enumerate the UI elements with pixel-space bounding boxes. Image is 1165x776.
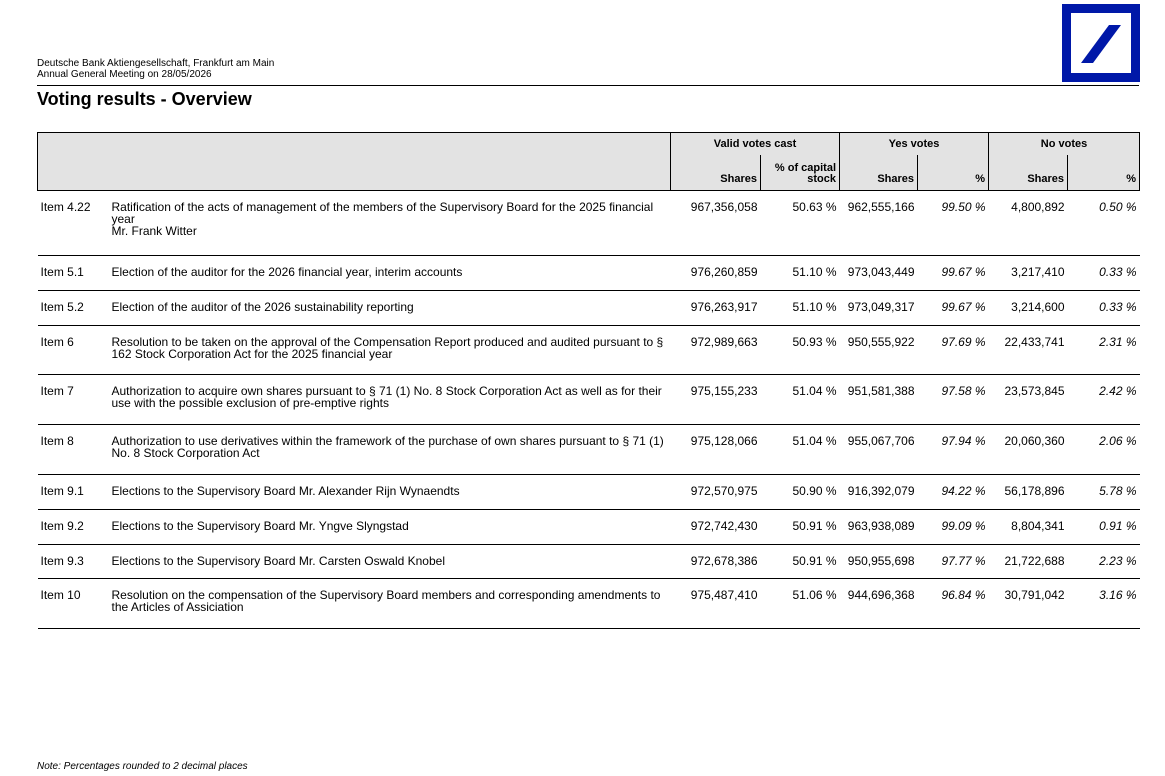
yes-pct-cell: 94.22 % <box>918 475 989 510</box>
item-cell: Item 6 <box>38 326 109 375</box>
valid-shares-cell: 976,260,859 <box>671 256 761 291</box>
valid-shares-cell: 975,128,066 <box>671 425 761 475</box>
yes-pct-cell: 97.77 % <box>918 545 989 579</box>
item-cell: Item 5.2 <box>38 291 109 326</box>
deutsche-bank-logo <box>1062 4 1140 82</box>
voting-results-table <box>37 132 1140 629</box>
col-yes-pct: % <box>918 155 989 191</box>
description-cell <box>109 475 671 510</box>
capital-pct-cell: 51.06 % <box>761 579 840 629</box>
no-pct-cell: 5.78 % <box>1068 475 1140 510</box>
company-line: Deutsche Bank Aktiengesellschaft, Frankfurt am Main <box>37 58 275 69</box>
no-shares-cell: 23,573,845 <box>989 375 1068 425</box>
col-no-shares: Shares <box>989 155 1068 191</box>
table-row <box>38 475 1140 510</box>
valid-shares-cell: 975,155,233 <box>671 375 761 425</box>
col-valid-shares: Shares <box>671 155 761 191</box>
yes-pct-cell: 96.84 % <box>918 579 989 629</box>
yes-pct-cell: 99.50 % <box>918 191 989 256</box>
yes-pct-cell: 97.58 % <box>918 375 989 425</box>
col-yes-shares: Shares <box>840 155 918 191</box>
page-title: Voting results - Overview <box>37 89 252 109</box>
footnote: Note: Percentages rounded to 2 decimal places <box>37 761 248 772</box>
no-shares-cell: 56,178,896 <box>989 475 1068 510</box>
valid-shares-cell: 972,678,386 <box>671 545 761 579</box>
yes-pct-cell: 97.69 % <box>918 326 989 375</box>
group-valid-votes: Valid votes cast <box>671 133 840 156</box>
no-pct-cell: 2.23 % <box>1068 545 1140 579</box>
capital-pct-cell: 50.91 % <box>761 545 840 579</box>
no-shares-cell: 3,214,600 <box>989 291 1068 326</box>
item-cell: Item 9.3 <box>38 545 109 579</box>
capital-pct-cell: 50.93 % <box>761 326 840 375</box>
item-cell: Item 9.2 <box>38 510 109 545</box>
no-shares-cell: 20,060,360 <box>989 425 1068 475</box>
description-cell <box>109 510 671 545</box>
item-cell: Item 8 <box>38 425 109 475</box>
description-text: Authorization to use derivatives within the framework of the purchase of own shares pursuant to § 71 (1) No. 8 Stock Corporation Act <box>111 434 664 460</box>
valid-shares-cell: 975,487,410 <box>671 579 761 629</box>
description-text: Ratification of the acts of management of the members of the Supervisory Board for the 2025 financial year <box>111 200 654 226</box>
yes-pct-cell: 97.94 % <box>918 425 989 475</box>
description-text: Election of the auditor of the 2026 sustainability reporting <box>111 300 414 314</box>
no-pct-cell: 0.33 % <box>1068 256 1140 291</box>
no-shares-cell: 21,722,688 <box>989 545 1068 579</box>
table-row <box>38 375 1140 425</box>
item-cell: Item 5.1 <box>38 256 109 291</box>
logo-inner-square <box>1071 13 1131 73</box>
description-cell <box>109 291 671 326</box>
description-text: Resolution to be taken on the approval of the Compensation Report produced and audited pursuant to § 162 Stock Corporation Act for the 2025 financial year <box>111 335 664 361</box>
yes-shares-cell: 955,067,706 <box>840 425 918 475</box>
header-divider <box>37 85 1139 86</box>
capital-pct-cell: 50.91 % <box>761 510 840 545</box>
table-row <box>38 191 1140 256</box>
header-blank <box>38 133 671 156</box>
no-shares-cell: 8,804,341 <box>989 510 1068 545</box>
description-text: Resolution on the compensation of the Supervisory Board members and corresponding amendments to the Articles of Assiciation <box>111 588 661 614</box>
yes-shares-cell: 950,955,698 <box>840 545 918 579</box>
slash-icon <box>1071 13 1131 73</box>
description-cell <box>109 425 671 475</box>
description-subtext: Mr. Frank Witter <box>111 224 197 238</box>
description-cell <box>109 375 671 425</box>
table-row <box>38 326 1140 375</box>
no-pct-cell: 2.31 % <box>1068 326 1140 375</box>
table-row <box>38 579 1140 629</box>
valid-shares-cell: 976,263,917 <box>671 291 761 326</box>
no-shares-cell: 22,433,741 <box>989 326 1068 375</box>
col-capital-pct: % of capital stock <box>761 155 840 191</box>
no-shares-cell: 3,217,410 <box>989 256 1068 291</box>
yes-shares-cell: 963,938,089 <box>840 510 918 545</box>
table-row <box>38 291 1140 326</box>
table-row <box>38 256 1140 291</box>
capital-pct-cell: 51.10 % <box>761 291 840 326</box>
description-text: Elections to the Supervisory Board Mr. Carsten Oswald Knobel <box>111 554 445 568</box>
table-row <box>38 545 1140 579</box>
no-pct-cell: 0.91 % <box>1068 510 1140 545</box>
no-pct-cell: 2.06 % <box>1068 425 1140 475</box>
yes-pct-cell: 99.67 % <box>918 256 989 291</box>
table-body <box>38 191 1140 629</box>
yes-pct-cell: 99.09 % <box>918 510 989 545</box>
description-cell <box>109 191 671 256</box>
yes-pct-cell: 99.67 % <box>918 291 989 326</box>
valid-shares-cell: 967,356,058 <box>671 191 761 256</box>
description-cell <box>109 579 671 629</box>
no-pct-cell: 0.33 % <box>1068 291 1140 326</box>
description-cell <box>109 326 671 375</box>
yes-shares-cell: 973,049,317 <box>840 291 918 326</box>
yes-shares-cell: 950,555,922 <box>840 326 918 375</box>
description-text: Elections to the Supervisory Board Mr. Yngve Slyngstad <box>111 519 409 533</box>
no-pct-cell: 2.42 % <box>1068 375 1140 425</box>
no-pct-cell: 3.16 % <box>1068 579 1140 629</box>
yes-shares-cell: 962,555,166 <box>840 191 918 256</box>
group-no-votes: No votes <box>989 133 1140 156</box>
valid-shares-cell: 972,742,430 <box>671 510 761 545</box>
item-cell: Item 7 <box>38 375 109 425</box>
description-cell <box>109 545 671 579</box>
yes-shares-cell: 944,696,368 <box>840 579 918 629</box>
yes-shares-cell: 916,392,079 <box>840 475 918 510</box>
item-cell: Item 10 <box>38 579 109 629</box>
capital-pct-cell: 51.04 % <box>761 425 840 475</box>
item-cell: Item 9.1 <box>38 475 109 510</box>
no-shares-cell: 4,800,892 <box>989 191 1068 256</box>
valid-shares-cell: 972,989,663 <box>671 326 761 375</box>
no-pct-cell: 0.50 % <box>1068 191 1140 256</box>
group-yes-votes: Yes votes <box>840 133 989 156</box>
header-blank-2 <box>38 155 671 191</box>
description-text: Authorization to acquire own shares pursuant to § 71 (1) No. 8 Stock Corporation Act as well as for their use with the possible exclusion of pre-emptive rights <box>111 384 662 410</box>
capital-pct-cell: 51.10 % <box>761 256 840 291</box>
meeting-line: Annual General Meeting on 28/05/2026 <box>37 69 212 80</box>
description-cell <box>109 256 671 291</box>
table-row <box>38 510 1140 545</box>
valid-shares-cell: 972,570,975 <box>671 475 761 510</box>
yes-shares-cell: 951,581,388 <box>840 375 918 425</box>
yes-shares-cell: 973,043,449 <box>840 256 918 291</box>
capital-pct-cell: 50.90 % <box>761 475 840 510</box>
company-info <box>37 58 274 80</box>
item-cell: Item 4.22 <box>38 191 109 256</box>
col-no-pct: % <box>1068 155 1140 191</box>
table-row <box>38 425 1140 475</box>
capital-pct-cell: 51.04 % <box>761 375 840 425</box>
description-text: Election of the auditor for the 2026 financial year, interim accounts <box>111 265 463 279</box>
description-text: Elections to the Supervisory Board Mr. Alexander Rijn Wynaendts <box>111 484 460 498</box>
no-shares-cell: 30,791,042 <box>989 579 1068 629</box>
capital-pct-cell: 50.63 % <box>761 191 840 256</box>
